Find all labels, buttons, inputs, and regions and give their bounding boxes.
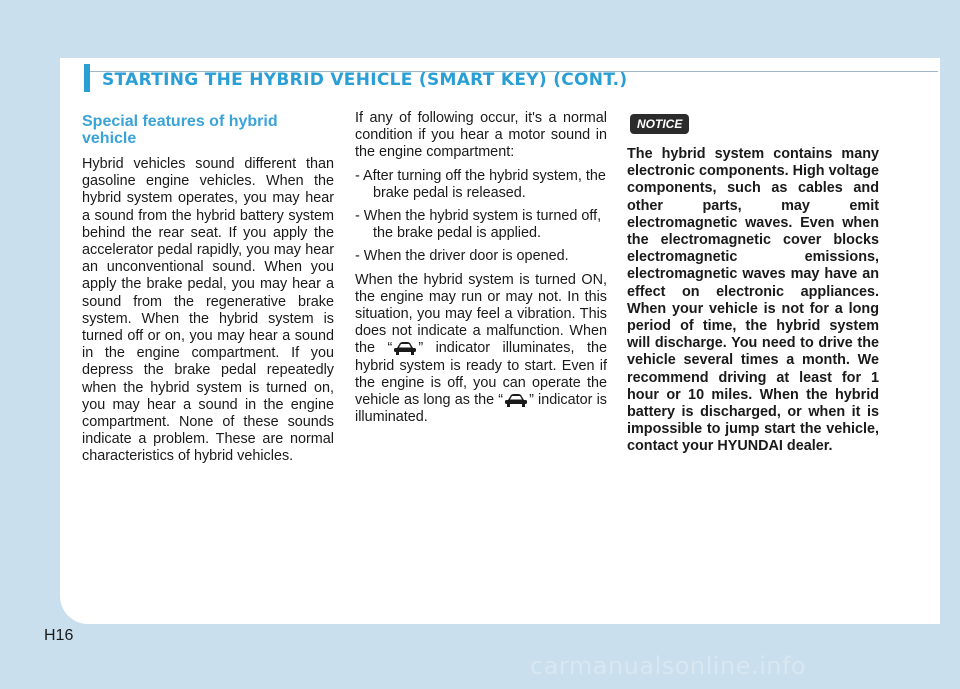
notice-badge: NOTICE bbox=[630, 114, 689, 134]
car-ready-icon bbox=[392, 340, 418, 356]
engine-on-paragraph bbox=[355, 272, 607, 427]
list-item: - When the hybrid system is turned off, the brake pedal is applied. bbox=[355, 208, 602, 242]
page-number: H16 bbox=[44, 627, 74, 644]
car-ready-icon bbox=[503, 392, 529, 408]
engine-on-text-2: ” indicator illuminates, the hybrid system is ready to start. Even if the engine is off, you can operate the vehicle as long as the “ bbox=[355, 340, 608, 409]
column-motor-sound bbox=[355, 110, 607, 426]
hybrid-sound-paragraph: Hybrid vehicles sound different than gasoline engine vehicles. When the hybrid system operates, you may hear a sound from the hybrid battery system behind the rear seat. If you apply the accelerator pedal rapidly, you may hear an unconventional sound. When you apply the brake pedal, you may hear a sound from the regenerative brake system. When the hybrid system is turned off or on, you may hear a sound in the engine compartment. If you depress the brake pedal repeatedly when the hybrid system is turned on, you may hear a sound in the engine compartment. None of these sounds indicate a problem. These are normal characteristics of hybrid vehicles. bbox=[82, 156, 334, 465]
list-item: - When the driver door is opened. bbox=[355, 248, 569, 265]
page-title: STARTING THE HYBRID VEHICLE (SMART KEY) (CONT.) bbox=[102, 70, 628, 90]
section-title: Special features of hybrid vehicle bbox=[82, 113, 278, 147]
motor-sound-intro: If any of following occur, it's a normal condition if you hear a motor sound in the engine compartment: bbox=[355, 110, 607, 161]
watermark[interactable]: carmanualsonline.info bbox=[530, 652, 807, 680]
engine-on-text-1: When the hybrid system is turned ON, the engine may run or may not. In this situation, you may feel a vibration. This does not indicate a malfunction. When the “ bbox=[355, 271, 607, 357]
list-item: - After turning off the hybrid system, the brake pedal is released. bbox=[355, 167, 606, 201]
notice-text: The hybrid system contains many electronic components. High voltage components, such as cables and other parts, may emit electromagnetic waves. Even when the electromagnetic cover blocks electromagnetic emissions, electromagnetic waves may have an effect on electronic appliances. When your vehicle is not for a long period of time, the hybrid system will discharge. You need to drive the vehicle several times a month. We recommend driving at least for 1 hour or 10 miles. When the hybrid battery is discharged, or when it is impossible to jump start the vehicle, contact your HYUNDAI dealer. bbox=[627, 146, 879, 455]
column-notice bbox=[627, 110, 879, 456]
column-special-features bbox=[82, 110, 334, 466]
header-accent-bar bbox=[84, 64, 90, 92]
engine-on-text-3: ” indicator is illuminated. bbox=[355, 392, 607, 426]
